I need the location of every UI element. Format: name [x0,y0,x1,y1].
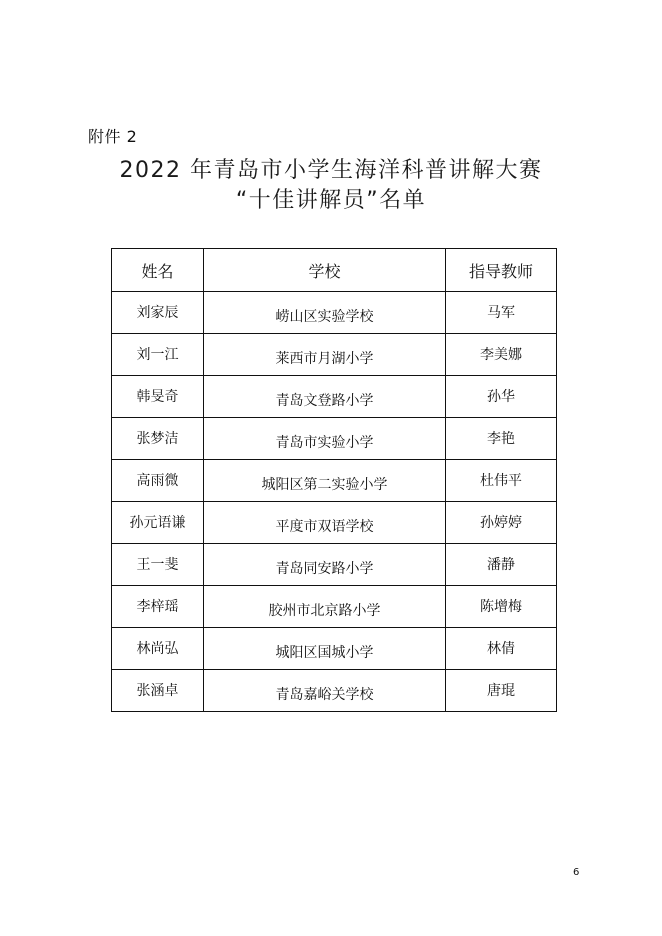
winners-table [111,248,557,712]
table-row [112,586,557,628]
school-name: 胶州市北京路小学 [204,586,446,628]
student-name: 刘家辰 [112,292,204,334]
teacher-name: 马军 [446,292,557,334]
student-name: 张梦洁 [112,418,204,460]
teacher-name: 李艳 [446,418,557,460]
attachment-label: 附件 2 [88,127,138,146]
student-name: 高雨微 [112,460,204,502]
header-teacher: 指导教师 [446,249,557,292]
student-name: 张涵卓 [112,670,204,712]
school-name: 崂山区实验学校 [204,292,446,334]
document-title-line-2: “十佳讲解员”名单 [235,188,427,213]
teacher-name: 潘静 [446,544,557,586]
school-name: 青岛同安路小学 [204,544,446,586]
student-name: 刘一江 [112,334,204,376]
table-row [112,460,557,502]
table-row [112,544,557,586]
student-name: 王一斐 [112,544,204,586]
table-row [112,670,557,712]
page-number: 6 [573,867,580,878]
student-name: 孙元语谦 [112,502,204,544]
teacher-name: 唐琨 [446,670,557,712]
table-row [112,418,557,460]
school-name: 城阳区第二实验小学 [204,460,446,502]
school-name: 城阳区国城小学 [204,628,446,670]
teacher-name: 陈增梅 [446,586,557,628]
student-name: 林尚弘 [112,628,204,670]
student-name: 韩旻奇 [112,376,204,418]
school-name: 莱西市月湖小学 [204,334,446,376]
table-row [112,502,557,544]
table-row [112,334,557,376]
school-name: 青岛市实验小学 [204,418,446,460]
school-name: 青岛嘉峪关学校 [204,670,446,712]
teacher-name: 杜伟平 [446,460,557,502]
table-row [112,376,557,418]
table-row [112,292,557,334]
table-header-row [112,249,557,292]
school-name: 平度市双语学校 [204,502,446,544]
teacher-name: 林倩 [446,628,557,670]
header-name: 姓名 [112,249,204,292]
header-school: 学校 [204,249,446,292]
teacher-name: 李美娜 [446,334,557,376]
teacher-name: 孙婷婷 [446,502,557,544]
student-name: 李梓瑶 [112,586,204,628]
school-name: 青岛文登路小学 [204,376,446,418]
document-title-line-1: 2022 年青岛市小学生海洋科普讲解大赛 [119,158,543,183]
table-row [112,628,557,670]
teacher-name: 孙华 [446,376,557,418]
